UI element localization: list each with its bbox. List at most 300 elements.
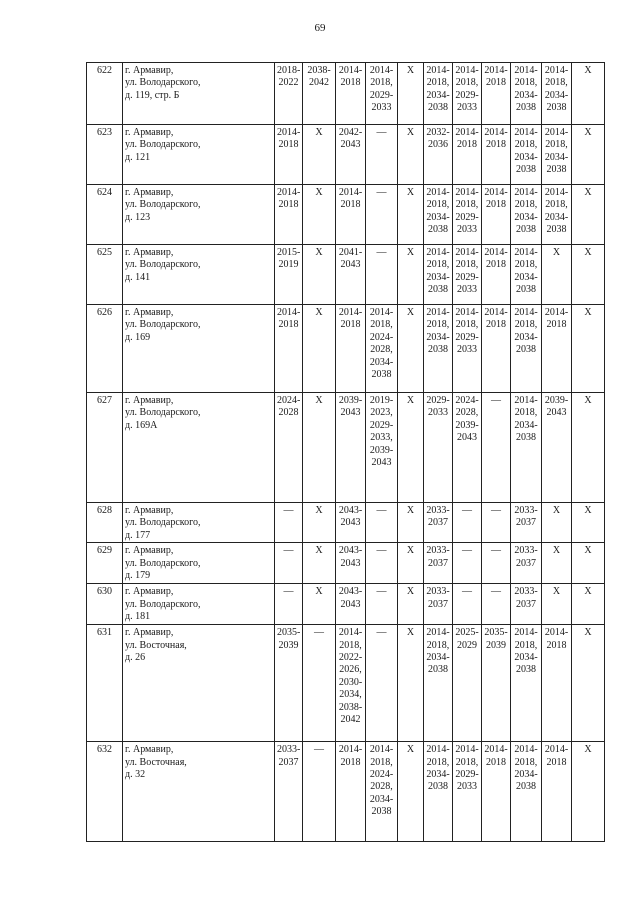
cell-line: 2018 xyxy=(486,77,506,89)
schedule-cell xyxy=(366,305,398,393)
cell-line: 2038 xyxy=(546,102,567,114)
cell-line: 2014- xyxy=(455,127,479,138)
cell-line: 2014- xyxy=(544,627,569,639)
cell-line: — xyxy=(376,127,387,138)
schedule-cell xyxy=(275,584,303,625)
schedule-cell xyxy=(511,305,542,393)
schedule-cell xyxy=(398,742,424,842)
cell-line: 2039 xyxy=(486,639,506,651)
cell-line: — xyxy=(491,505,501,516)
cell-line: г. Армавир, xyxy=(125,187,174,198)
table-row xyxy=(87,245,605,305)
schedule-cell xyxy=(542,543,572,584)
cell-line: X xyxy=(406,545,415,557)
cell-line: 2043 xyxy=(340,139,361,151)
table-row xyxy=(87,584,605,625)
schedule-cell xyxy=(511,63,542,125)
cell-line: 2029- xyxy=(455,211,479,223)
schedule-cell xyxy=(275,393,303,503)
cell-line: 2043 xyxy=(340,259,361,271)
cell-line: 2038- xyxy=(307,65,331,76)
schedule-cell xyxy=(572,393,605,503)
schedule-cell xyxy=(511,393,542,503)
table-row xyxy=(87,305,605,393)
row-number: 626 xyxy=(87,305,123,393)
schedule-cell xyxy=(366,584,398,625)
schedule-cell xyxy=(275,305,303,393)
cell-line: 2014- xyxy=(426,307,450,318)
schedule-cell xyxy=(366,393,398,503)
cell-line: 2038 xyxy=(428,102,448,114)
schedule-cell xyxy=(303,503,336,543)
schedule-cell xyxy=(542,584,572,625)
cell-line: 2038 xyxy=(428,284,448,296)
cell-line: X xyxy=(406,247,415,258)
schedule-cell xyxy=(398,584,424,625)
schedule-cell xyxy=(303,245,336,305)
cell-line: X xyxy=(406,65,415,76)
cell-line: X xyxy=(406,127,415,138)
cell-line: X xyxy=(584,187,592,198)
table-row xyxy=(87,742,605,842)
cell-line: 2014- xyxy=(544,65,569,76)
row-number: 630 xyxy=(87,584,123,625)
cell-line: — xyxy=(376,545,387,557)
cell-line: 2034- xyxy=(426,271,450,283)
schedule-cell xyxy=(572,625,605,742)
cell-line: 2018, xyxy=(455,77,479,89)
cell-line: 2039- xyxy=(544,395,569,406)
schedule-cell xyxy=(453,625,482,742)
cell-line: 2014- xyxy=(544,307,569,318)
cell-line: 2018 xyxy=(486,199,506,211)
schedule-cell xyxy=(482,125,511,185)
cell-line: 2018, xyxy=(339,639,362,651)
schedule-cell xyxy=(366,625,398,742)
cell-line: 2018 xyxy=(486,756,506,768)
schedule-cell xyxy=(453,742,482,842)
cell-line: 2030- xyxy=(338,676,363,688)
cell-line: 2038 xyxy=(516,344,536,356)
schedule-cell xyxy=(275,63,303,125)
cell-line: X xyxy=(584,586,592,598)
cell-line: 2018 xyxy=(546,756,567,768)
schedule-cell xyxy=(275,125,303,185)
schedule-cell xyxy=(482,63,511,125)
schedule-cell xyxy=(424,503,453,543)
cell-line: 2038 xyxy=(546,224,567,236)
cell-line: 2014- xyxy=(338,187,363,198)
cell-line: г. Армавир, xyxy=(125,307,174,318)
cell-line: 2043- xyxy=(338,586,363,598)
cell-line: X xyxy=(406,505,415,516)
schedule-cell xyxy=(482,584,511,625)
schedule-cell xyxy=(453,125,482,185)
cell-line: д. 179 xyxy=(125,570,151,582)
cell-line: 2036 xyxy=(428,139,448,151)
schedule-cell xyxy=(542,625,572,742)
cell-line: 2018, xyxy=(426,756,450,768)
cell-line: X xyxy=(406,395,415,406)
cell-line: 2018- xyxy=(277,65,301,76)
cell-line: д. 181 xyxy=(125,611,151,623)
cell-line: 2018 xyxy=(340,77,361,89)
cell-line: 2014- xyxy=(514,187,538,198)
cell-line: 2029- xyxy=(369,419,394,431)
cell-line: 2018, xyxy=(455,756,479,768)
cell-line: X xyxy=(552,505,561,516)
cell-line: 2043 xyxy=(340,517,361,529)
address-cell xyxy=(123,185,275,245)
table-row xyxy=(87,625,605,742)
cell-line: 2018, xyxy=(514,259,538,271)
cell-line: X xyxy=(315,247,323,258)
cell-line: 2034- xyxy=(426,652,450,664)
cell-line: 2029- xyxy=(455,89,479,101)
cell-line: — xyxy=(376,247,387,258)
cell-line: 2029- xyxy=(455,271,479,283)
cell-line: 2038 xyxy=(516,781,536,793)
cell-line: 2033 xyxy=(428,407,448,419)
schedule-cell xyxy=(366,742,398,842)
cell-line: 2018, xyxy=(426,77,450,89)
schedule-cell xyxy=(424,543,453,584)
schedule-cell xyxy=(511,625,542,742)
cell-line: X xyxy=(315,586,323,598)
cell-line: X xyxy=(406,586,415,598)
cell-line: 2038 xyxy=(371,369,392,381)
cell-line: 2018 xyxy=(546,319,567,331)
cell-line: г. Армавир, xyxy=(125,127,174,138)
cell-line: 2038 xyxy=(428,224,448,236)
cell-line: 2043 xyxy=(457,432,477,444)
schedule-cell xyxy=(398,625,424,742)
schedule-cell xyxy=(482,543,511,584)
cell-line: 2028, xyxy=(370,344,393,356)
schedule-cell xyxy=(366,245,398,305)
cell-line: 2018, xyxy=(514,199,538,211)
cell-line: 2014- xyxy=(544,744,569,756)
schedule-cell xyxy=(542,742,572,842)
schedule-cell xyxy=(303,125,336,185)
schedule-cell xyxy=(424,742,453,842)
cell-line: 2018, xyxy=(514,407,538,419)
cell-line: 2042- xyxy=(338,127,363,138)
table-row xyxy=(87,543,605,584)
cell-line: 2042 xyxy=(340,714,361,726)
cell-line: 2018, xyxy=(455,259,479,271)
schedule-cell xyxy=(398,503,424,543)
schedule-cell xyxy=(542,63,572,125)
cell-line: 2038 xyxy=(428,664,448,676)
schedule-cell xyxy=(482,245,511,305)
cell-line: 2014- xyxy=(338,65,363,76)
cell-line: 2025- xyxy=(455,627,479,639)
cell-line: 2014- xyxy=(544,187,569,198)
cell-line: 2014- xyxy=(455,247,479,258)
cell-line: 2019 xyxy=(278,259,299,271)
address-cell xyxy=(123,245,275,305)
cell-line: 2026, xyxy=(339,664,362,676)
schedule-cell xyxy=(542,393,572,503)
cell-line: 2029- xyxy=(455,769,479,781)
schedule-cell xyxy=(453,305,482,393)
cell-line: 2034- xyxy=(369,356,394,368)
cell-line: 2033- xyxy=(426,545,450,557)
cell-line: 2029- xyxy=(455,331,479,343)
cell-line: 2038 xyxy=(428,344,448,356)
schedule-cell xyxy=(366,63,398,125)
schedule-cell xyxy=(303,742,336,842)
cell-line: 2014- xyxy=(484,65,508,76)
schedule-cell xyxy=(336,742,366,842)
schedule-cell xyxy=(336,305,366,393)
cell-line: 2034- xyxy=(514,271,538,283)
cell-line: д. 119, стр. Б xyxy=(125,89,180,101)
cell-line: 2018 xyxy=(278,199,299,211)
cell-line: д. 169 xyxy=(125,331,151,343)
cell-line: 2024- xyxy=(369,331,394,343)
cell-line: — xyxy=(491,586,501,598)
cell-line: 2034- xyxy=(514,151,538,163)
cell-line: 2014- xyxy=(277,307,301,318)
cell-line: 2014- xyxy=(484,127,508,138)
table-row xyxy=(87,503,605,543)
schedule-cell xyxy=(511,543,542,584)
cell-line: 2037 xyxy=(516,557,536,569)
cell-line: X xyxy=(406,744,415,756)
cell-line: 2038 xyxy=(516,284,536,296)
cell-line: 2033 xyxy=(371,102,392,114)
cell-line: 2028, xyxy=(455,407,479,419)
cell-line: 2033, xyxy=(370,432,393,444)
table-row xyxy=(87,185,605,245)
cell-line: 2014- xyxy=(369,307,394,318)
schedule-cell xyxy=(398,393,424,503)
cell-line: д. 169А xyxy=(125,419,158,431)
cell-line: 2018, xyxy=(545,139,568,151)
cell-line: г. Армавир, xyxy=(125,586,174,598)
cell-line: X xyxy=(315,187,323,198)
cell-line: 2029- xyxy=(426,395,450,406)
row-number: 623 xyxy=(87,125,123,185)
row-number: 625 xyxy=(87,245,123,305)
table-row xyxy=(87,125,605,185)
cell-line: 2033- xyxy=(514,505,538,516)
cell-line: ул. Володарского, xyxy=(125,598,201,610)
schedule-cell xyxy=(572,305,605,393)
schedule-cell xyxy=(366,125,398,185)
cell-line: 2038 xyxy=(371,806,392,818)
cell-line: 2018 xyxy=(486,139,506,151)
address-cell xyxy=(123,393,275,503)
cell-line: — xyxy=(314,627,324,639)
cell-line: — xyxy=(283,545,294,557)
schedule-cell xyxy=(453,584,482,625)
cell-line: д. 32 xyxy=(125,769,146,781)
row-number: 628 xyxy=(87,503,123,543)
schedule-cell xyxy=(336,625,366,742)
cell-line: 2018, xyxy=(545,77,568,89)
schedule-cell xyxy=(336,543,366,584)
cell-line: X xyxy=(315,127,323,138)
schedule-cell xyxy=(336,245,366,305)
cell-line: ул. Володарского, xyxy=(125,199,201,211)
cell-line: 2033- xyxy=(514,586,538,598)
schedule-cell xyxy=(424,625,453,742)
cell-line: X xyxy=(584,627,592,639)
cell-line: 2018, xyxy=(545,199,568,211)
cell-line: 2041- xyxy=(338,247,363,258)
cell-line: 2037 xyxy=(516,598,536,610)
cell-line: 2014- xyxy=(455,65,479,76)
cell-line: 2024- xyxy=(369,769,394,781)
schedule-cell xyxy=(275,245,303,305)
cell-line: X xyxy=(406,187,415,198)
cell-line: 2018, xyxy=(426,319,450,331)
cell-line: 2034- xyxy=(426,769,450,781)
cell-line: 2014- xyxy=(455,307,479,318)
schedule-cell xyxy=(336,125,366,185)
schedule-cell xyxy=(542,125,572,185)
cell-line: 2018, xyxy=(370,756,393,768)
schedule-cell xyxy=(572,185,605,245)
cell-line: X xyxy=(584,307,592,318)
row-number: 632 xyxy=(87,742,123,842)
cell-line: г. Армавир, xyxy=(125,505,174,516)
cell-line: X xyxy=(584,395,592,406)
schedule-cell xyxy=(398,125,424,185)
address-cell xyxy=(123,125,275,185)
cell-line: 2018 xyxy=(340,319,361,331)
cell-line: X xyxy=(315,545,323,557)
schedule-cell xyxy=(275,543,303,584)
schedule-cell xyxy=(542,503,572,543)
cell-line: 2034- xyxy=(514,769,538,781)
schedule-cell xyxy=(424,584,453,625)
cell-line: 2018, xyxy=(514,639,538,651)
schedule-cell xyxy=(511,503,542,543)
schedule-cell xyxy=(482,305,511,393)
cell-line: 2042 xyxy=(309,77,329,89)
cell-line: 2034- xyxy=(544,211,569,223)
cell-line: д. 141 xyxy=(125,271,151,283)
cell-line: 2038- xyxy=(338,701,363,713)
schedule-cell xyxy=(366,185,398,245)
cell-line: 2018, xyxy=(426,259,450,271)
schedule-cell xyxy=(424,125,453,185)
schedule-cell xyxy=(542,185,572,245)
cell-line: X xyxy=(584,65,592,76)
cell-line: 2034- xyxy=(514,89,538,101)
cell-line: 2018, xyxy=(455,319,479,331)
cell-line: 2034- xyxy=(426,211,450,223)
cell-line: 2037 xyxy=(428,517,448,529)
schedule-cell xyxy=(572,125,605,185)
cell-line: X xyxy=(584,505,592,516)
cell-line: 2018, xyxy=(514,139,538,151)
cell-line: 2028 xyxy=(278,407,299,419)
schedule-cell xyxy=(275,742,303,842)
cell-line: — xyxy=(491,545,501,557)
cell-line: 2018, xyxy=(426,639,450,651)
cell-line: 2028, xyxy=(370,781,393,793)
schedule-cell xyxy=(303,63,336,125)
housing-repair-schedule-table xyxy=(86,62,605,842)
cell-line: 2018 xyxy=(278,319,299,331)
cell-line: 2035- xyxy=(484,627,508,639)
cell-line: 2018 xyxy=(486,259,506,271)
cell-line: 2034- xyxy=(514,211,538,223)
cell-line: X xyxy=(315,307,323,318)
cell-line: ул. Володарского, xyxy=(125,557,201,569)
schedule-cell xyxy=(336,584,366,625)
cell-line: 2022- xyxy=(338,652,363,664)
schedule-cell xyxy=(303,185,336,245)
cell-line: 2014- xyxy=(514,247,538,258)
cell-line: 2038 xyxy=(428,781,448,793)
cell-line: X xyxy=(406,627,415,639)
schedule-cell xyxy=(572,63,605,125)
cell-line: ул. Володарского, xyxy=(125,259,201,271)
schedule-cell xyxy=(398,543,424,584)
cell-line: 2033 xyxy=(457,781,477,793)
cell-line: 2014- xyxy=(426,65,450,76)
cell-line: 2014- xyxy=(426,627,450,639)
cell-line: 2018, xyxy=(370,319,393,331)
cell-line: г. Армавир, xyxy=(125,627,174,639)
schedule-cell xyxy=(511,245,542,305)
cell-line: 2022 xyxy=(278,77,299,89)
cell-line: 2014- xyxy=(484,247,508,258)
cell-line: ул. Володарского, xyxy=(125,139,201,151)
cell-line: 2034- xyxy=(426,331,450,343)
cell-line: ул. Володарского, xyxy=(125,77,201,89)
cell-line: 2014- xyxy=(426,744,450,756)
cell-line: д. 123 xyxy=(125,211,151,223)
cell-line: — xyxy=(283,586,294,598)
cell-line: — xyxy=(376,505,387,516)
cell-line: 2018, xyxy=(370,77,393,89)
schedule-cell xyxy=(398,185,424,245)
schedule-cell xyxy=(572,584,605,625)
schedule-cell xyxy=(572,245,605,305)
cell-line: 2038 xyxy=(516,664,536,676)
schedule-cell xyxy=(453,245,482,305)
cell-line: 2033- xyxy=(426,505,450,516)
row-number: 629 xyxy=(87,543,123,584)
cell-line: 2035- xyxy=(277,627,301,639)
schedule-cell xyxy=(572,543,605,584)
schedule-cell xyxy=(511,584,542,625)
cell-line: г. Армавир, xyxy=(125,545,174,557)
cell-line: 2033- xyxy=(277,744,301,756)
cell-line: 2043 xyxy=(340,407,361,419)
schedule-cell xyxy=(275,625,303,742)
schedule-cell xyxy=(482,393,511,503)
cell-line: ул. Восточная, xyxy=(125,639,187,651)
schedule-cell xyxy=(336,503,366,543)
cell-line: 2014- xyxy=(514,65,538,76)
schedule-cell xyxy=(482,503,511,543)
cell-line: 2014- xyxy=(369,65,394,76)
cell-line: 2039 xyxy=(278,639,299,651)
cell-line: 2014- xyxy=(455,744,479,756)
cell-line: г. Армавир, xyxy=(125,65,174,76)
cell-line: д. 26 xyxy=(125,652,146,664)
cell-line: 2037 xyxy=(428,557,448,569)
row-number: 624 xyxy=(87,185,123,245)
